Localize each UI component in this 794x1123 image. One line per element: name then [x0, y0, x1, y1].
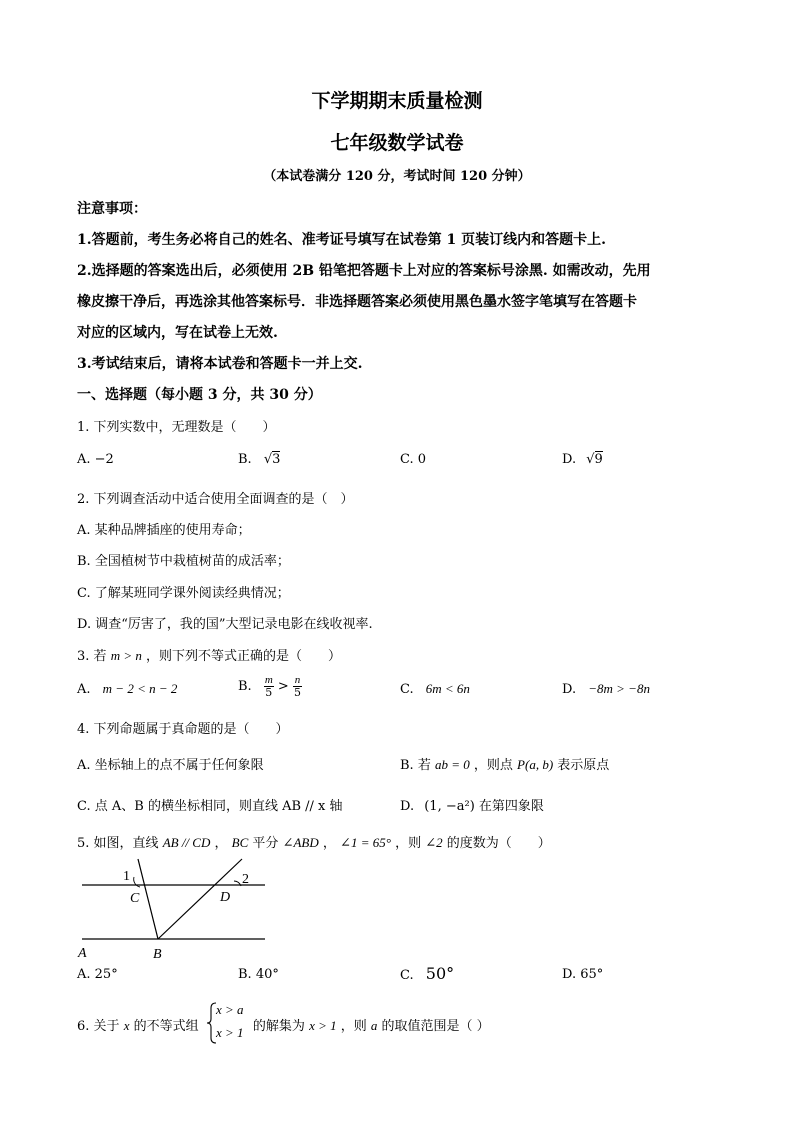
numerator: n: [294, 674, 301, 686]
option-math: −8m > −8n: [588, 681, 650, 696]
question-4-stem: 4. 下列命题属于真命题的是（ ）: [77, 722, 289, 737]
question-5-option-b: B. 40°: [238, 967, 279, 982]
question-1-stem: 1. 下列实数中，无理数是（ ）: [77, 420, 276, 435]
stem-math: BC: [231, 835, 249, 850]
question-5-option-c: [400, 964, 454, 983]
question-4-option-b: [400, 754, 609, 773]
option-text: 在第四象限: [478, 799, 544, 814]
system-inequality: x > a: [216, 1002, 244, 1017]
stem-text: ，: [322, 836, 336, 851]
stem-text: 平分: [252, 836, 279, 851]
question-1-option-c: C. 0: [400, 452, 427, 467]
stem-text: ，则: [395, 836, 422, 851]
note-3: 3.考试结束后，请将本试卷和答题卡一并上交.: [77, 356, 363, 372]
stem-text: ，则下列不等式正确的是（ ）: [146, 649, 342, 664]
label-c: C: [130, 891, 140, 906]
stem-math: ∠1 = 65°: [340, 835, 391, 850]
question-1-option-a: A. −2: [77, 452, 114, 467]
system-inequality: x > 1: [216, 1025, 244, 1040]
question-4-option-a: A. 坐标轴上的点不属于任何象限: [77, 758, 264, 773]
question-2-option-a: A. 某种品牌插座的使用寿命；: [77, 523, 251, 538]
note-2-line-1: 2.选择题的答案选出后，必须使用 2B 铅笔把答题卡上对应的答案标号涂黑. 如需改动，先用: [77, 263, 651, 279]
question-5-option-d: D. 65°: [562, 967, 604, 982]
question-2-option-c: C. 了解某班同学课外阅读经典情况；: [77, 586, 290, 601]
sqrt-icon: √3: [263, 452, 281, 467]
question-2-stem: 2. 下列调查活动中适合使用全面调查的是（ ）: [77, 492, 354, 507]
stem-text: 5. 如图，直线: [77, 836, 159, 851]
question-4-option-c: C. 点 A、B 的横坐标相同，则直线 AB // x 轴: [77, 799, 343, 814]
question-4-option-d: [400, 795, 544, 814]
option-text: ，则点: [473, 758, 513, 773]
stem-text: ，则: [340, 1019, 367, 1034]
operator: >: [277, 679, 289, 694]
page-subtitle: 七年级数学试卷: [330, 132, 464, 154]
label-d: D: [220, 890, 231, 905]
option-label: A.: [77, 682, 91, 697]
segment-bc: [138, 859, 158, 939]
fraction: [264, 674, 274, 699]
stem-text: 的不等式组: [133, 1019, 199, 1034]
option-math: P(a, b): [517, 757, 554, 772]
radicand: 9: [594, 452, 603, 467]
note-2-line-2: 橡皮擦干净后，再选涂其他答案标号．非选择题答案必须使用黑色墨水签字笔填写在答题卡: [77, 294, 637, 310]
system-line-2: [216, 1025, 244, 1041]
question-1-option-b: [238, 452, 280, 467]
option-math: 6m < 6n: [425, 681, 470, 696]
option-math: m − 2 < n − 2: [102, 681, 178, 696]
stem-math: a: [370, 1018, 378, 1033]
numerator: m: [264, 674, 273, 686]
question-2-option-b: B. 全国植树节中栽植树苗的成活率；: [77, 554, 290, 569]
option-text: B. 若: [400, 758, 431, 773]
geometry-figure: [70, 855, 280, 965]
stem-math: ∠2: [425, 835, 443, 850]
question-3-option-a: [77, 681, 177, 697]
option-label: B.: [238, 452, 252, 467]
stem-text: 的解集为: [252, 1019, 305, 1034]
question-5-option-a: A. 25°: [77, 967, 118, 982]
option-text: 表示原点: [557, 758, 610, 773]
question-2-option-d: D. 调查“厉害了，我的国”大型记录电影在线收视率.: [77, 617, 373, 632]
sqrt-icon: √9: [586, 452, 603, 467]
option-label: D.: [400, 799, 415, 814]
fraction: [293, 674, 302, 699]
label-a: A: [78, 946, 87, 961]
system-line-1: [216, 1002, 244, 1018]
stem-text: 的取值范围是（ ）: [381, 1019, 490, 1034]
denominator: 5: [265, 686, 273, 699]
question-6-stem: [77, 1015, 490, 1034]
exam-meta: （本试卷满分 120 分，考试时间 120 分钟）: [263, 169, 531, 184]
stem-text: 6. 关于: [77, 1019, 120, 1034]
note-1: 1.答题前，考生务必将自己的姓名、准考证号填写在试卷第 1 页装订线内和答题卡上.: [77, 232, 606, 248]
question-3-option-b: [238, 674, 302, 699]
radicand: 3: [272, 452, 281, 467]
option-label: B.: [238, 679, 252, 694]
stem-math: AB // CD: [162, 835, 211, 850]
option-label: D.: [562, 682, 577, 697]
question-1-option-d: [562, 452, 603, 467]
question-3-option-c: [400, 681, 470, 697]
question-3-stem: [77, 645, 341, 664]
page-title: 下学期期末质量检测: [311, 90, 483, 112]
denominator: 5: [293, 686, 301, 699]
stem-math: m > n: [110, 648, 142, 663]
label-2: 2: [242, 872, 249, 887]
notes-heading: 注意事项：: [77, 201, 147, 217]
question-5-stem: [77, 832, 551, 851]
stem-text: ，: [214, 836, 228, 851]
option-math: ab = 0: [434, 757, 470, 772]
question-3-option-d: [562, 681, 650, 697]
stem-math: x > 1: [309, 1018, 337, 1033]
stem-text: 3. 若: [77, 649, 107, 664]
option-label: C.: [400, 968, 414, 983]
stem-math: ∠ABD: [282, 835, 319, 850]
stem-text: 的度数为（ ）: [446, 836, 551, 851]
label-1: 1: [123, 869, 130, 884]
option-value: 50°: [425, 964, 455, 983]
option-math: (1, −a²): [424, 799, 475, 814]
option-label: C.: [400, 682, 414, 697]
stem-math: x: [123, 1018, 130, 1033]
label-b: B: [153, 947, 162, 962]
note-2-line-3: 对应的区域内，写在试卷上无效.: [77, 325, 278, 341]
section-heading: 一、选择题（每小题 3 分，共 30 分）: [77, 387, 322, 403]
option-label: D.: [562, 452, 577, 467]
